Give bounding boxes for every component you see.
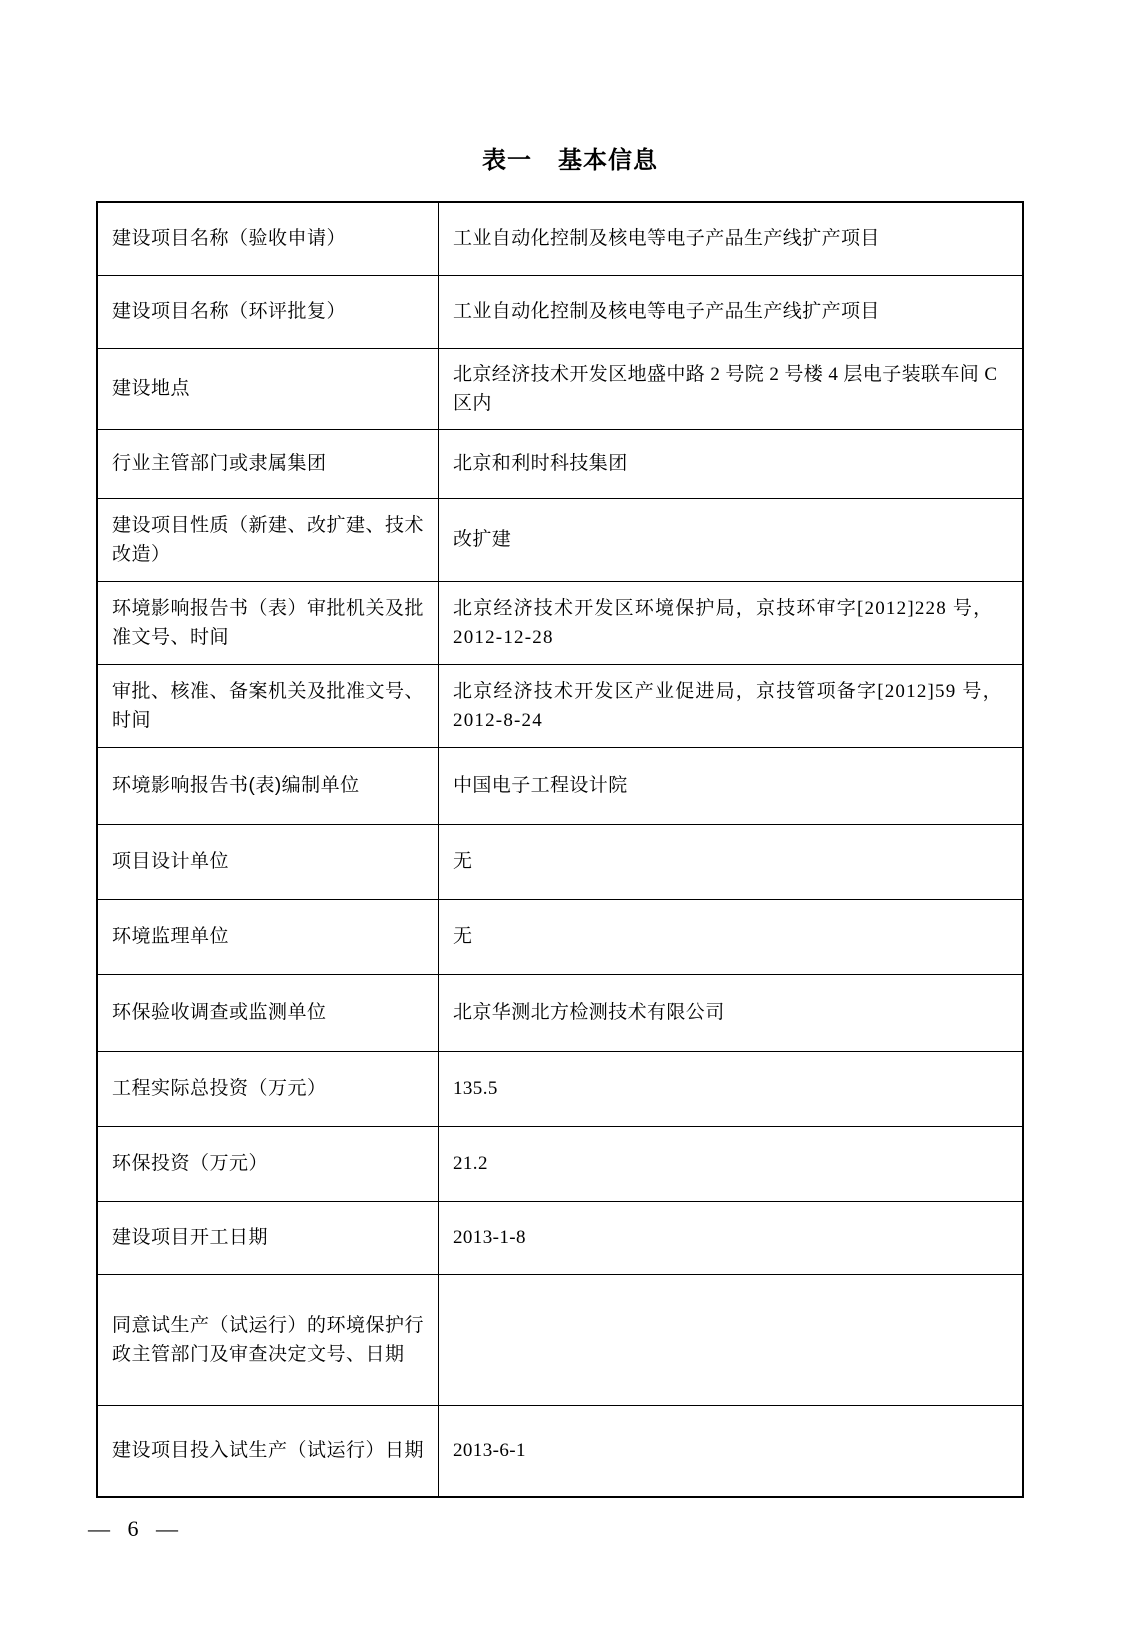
row-label: 环境影响报告书（表）审批机关及批准文号、时间 [97, 582, 439, 665]
row-value: 北京和利时科技集团 [439, 430, 1024, 499]
row-value: 无 [439, 900, 1024, 975]
row-value: 21.2 [439, 1127, 1024, 1202]
row-value: 北京经济技术开发区产业促进局，京技管项备字[2012]59 号，2012-8-24 [439, 665, 1024, 748]
row-value [439, 1275, 1024, 1406]
row-label: 环境影响报告书(表)编制单位 [97, 748, 439, 825]
row-label: 行业主管部门或隶属集团 [97, 430, 439, 499]
row-label: 同意试生产（试运行）的环境保护行政主管部门及审查决定文号、日期 [97, 1275, 439, 1406]
table-row [97, 499, 1023, 582]
row-value: 无 [439, 825, 1024, 900]
table-row [97, 1202, 1023, 1275]
table-row [97, 276, 1023, 349]
table-row [97, 975, 1023, 1052]
table-row [97, 825, 1023, 900]
page-title-sub: 基本信息 [558, 147, 658, 174]
table-row [97, 1275, 1023, 1406]
page-number-footer: — 6 — [88, 1516, 184, 1541]
row-value: 工业自动化控制及核电等电子产品生产线扩产项目 [439, 276, 1024, 349]
table-row [97, 430, 1023, 499]
table-row [97, 1406, 1023, 1498]
row-label: 建设项目性质（新建、改扩建、技术改造） [97, 499, 439, 582]
row-label: 建设地点 [97, 349, 439, 430]
row-value: 135.5 [439, 1052, 1024, 1127]
table-row [97, 900, 1023, 975]
row-label: 工程实际总投资（万元） [97, 1052, 439, 1127]
page-title-main: 表一 [482, 147, 532, 174]
row-value: 北京华测北方检测技术有限公司 [439, 975, 1024, 1052]
row-value: 2013-6-1 [439, 1406, 1024, 1498]
table-row [97, 1127, 1023, 1202]
row-label: 建设项目投入试生产（试运行）日期 [97, 1406, 439, 1498]
row-label: 审批、核准、备案机关及批准文号、时间 [97, 665, 439, 748]
table-row [97, 202, 1023, 276]
table-row [97, 1052, 1023, 1127]
row-value: 北京经济技术开发区环境保护局，京技环审字[2012]228 号，2012-12-28 [439, 582, 1024, 665]
row-label: 建设项目名称（验收申请） [97, 202, 439, 276]
row-value: 工业自动化控制及核电等电子产品生产线扩产项目 [439, 202, 1024, 276]
table-row [97, 748, 1023, 825]
page-title [0, 0, 1140, 175]
row-label: 项目设计单位 [97, 825, 439, 900]
row-label: 环保验收调查或监测单位 [97, 975, 439, 1052]
row-value: 北京经济技术开发区地盛中路 2 号院 2 号楼 4 层电子装联车间 C 区内 [439, 349, 1024, 430]
row-label: 环境监理单位 [97, 900, 439, 975]
table-row [97, 582, 1023, 665]
row-label: 环保投资（万元） [97, 1127, 439, 1202]
row-value: 2013-1-8 [439, 1202, 1024, 1275]
basic-info-table [96, 201, 1024, 1498]
row-value: 改扩建 [439, 499, 1024, 582]
table-row [97, 349, 1023, 430]
row-label: 建设项目名称（环评批复） [97, 276, 439, 349]
table-row [97, 665, 1023, 748]
row-label: 建设项目开工日期 [97, 1202, 439, 1275]
row-value: 中国电子工程设计院 [439, 748, 1024, 825]
